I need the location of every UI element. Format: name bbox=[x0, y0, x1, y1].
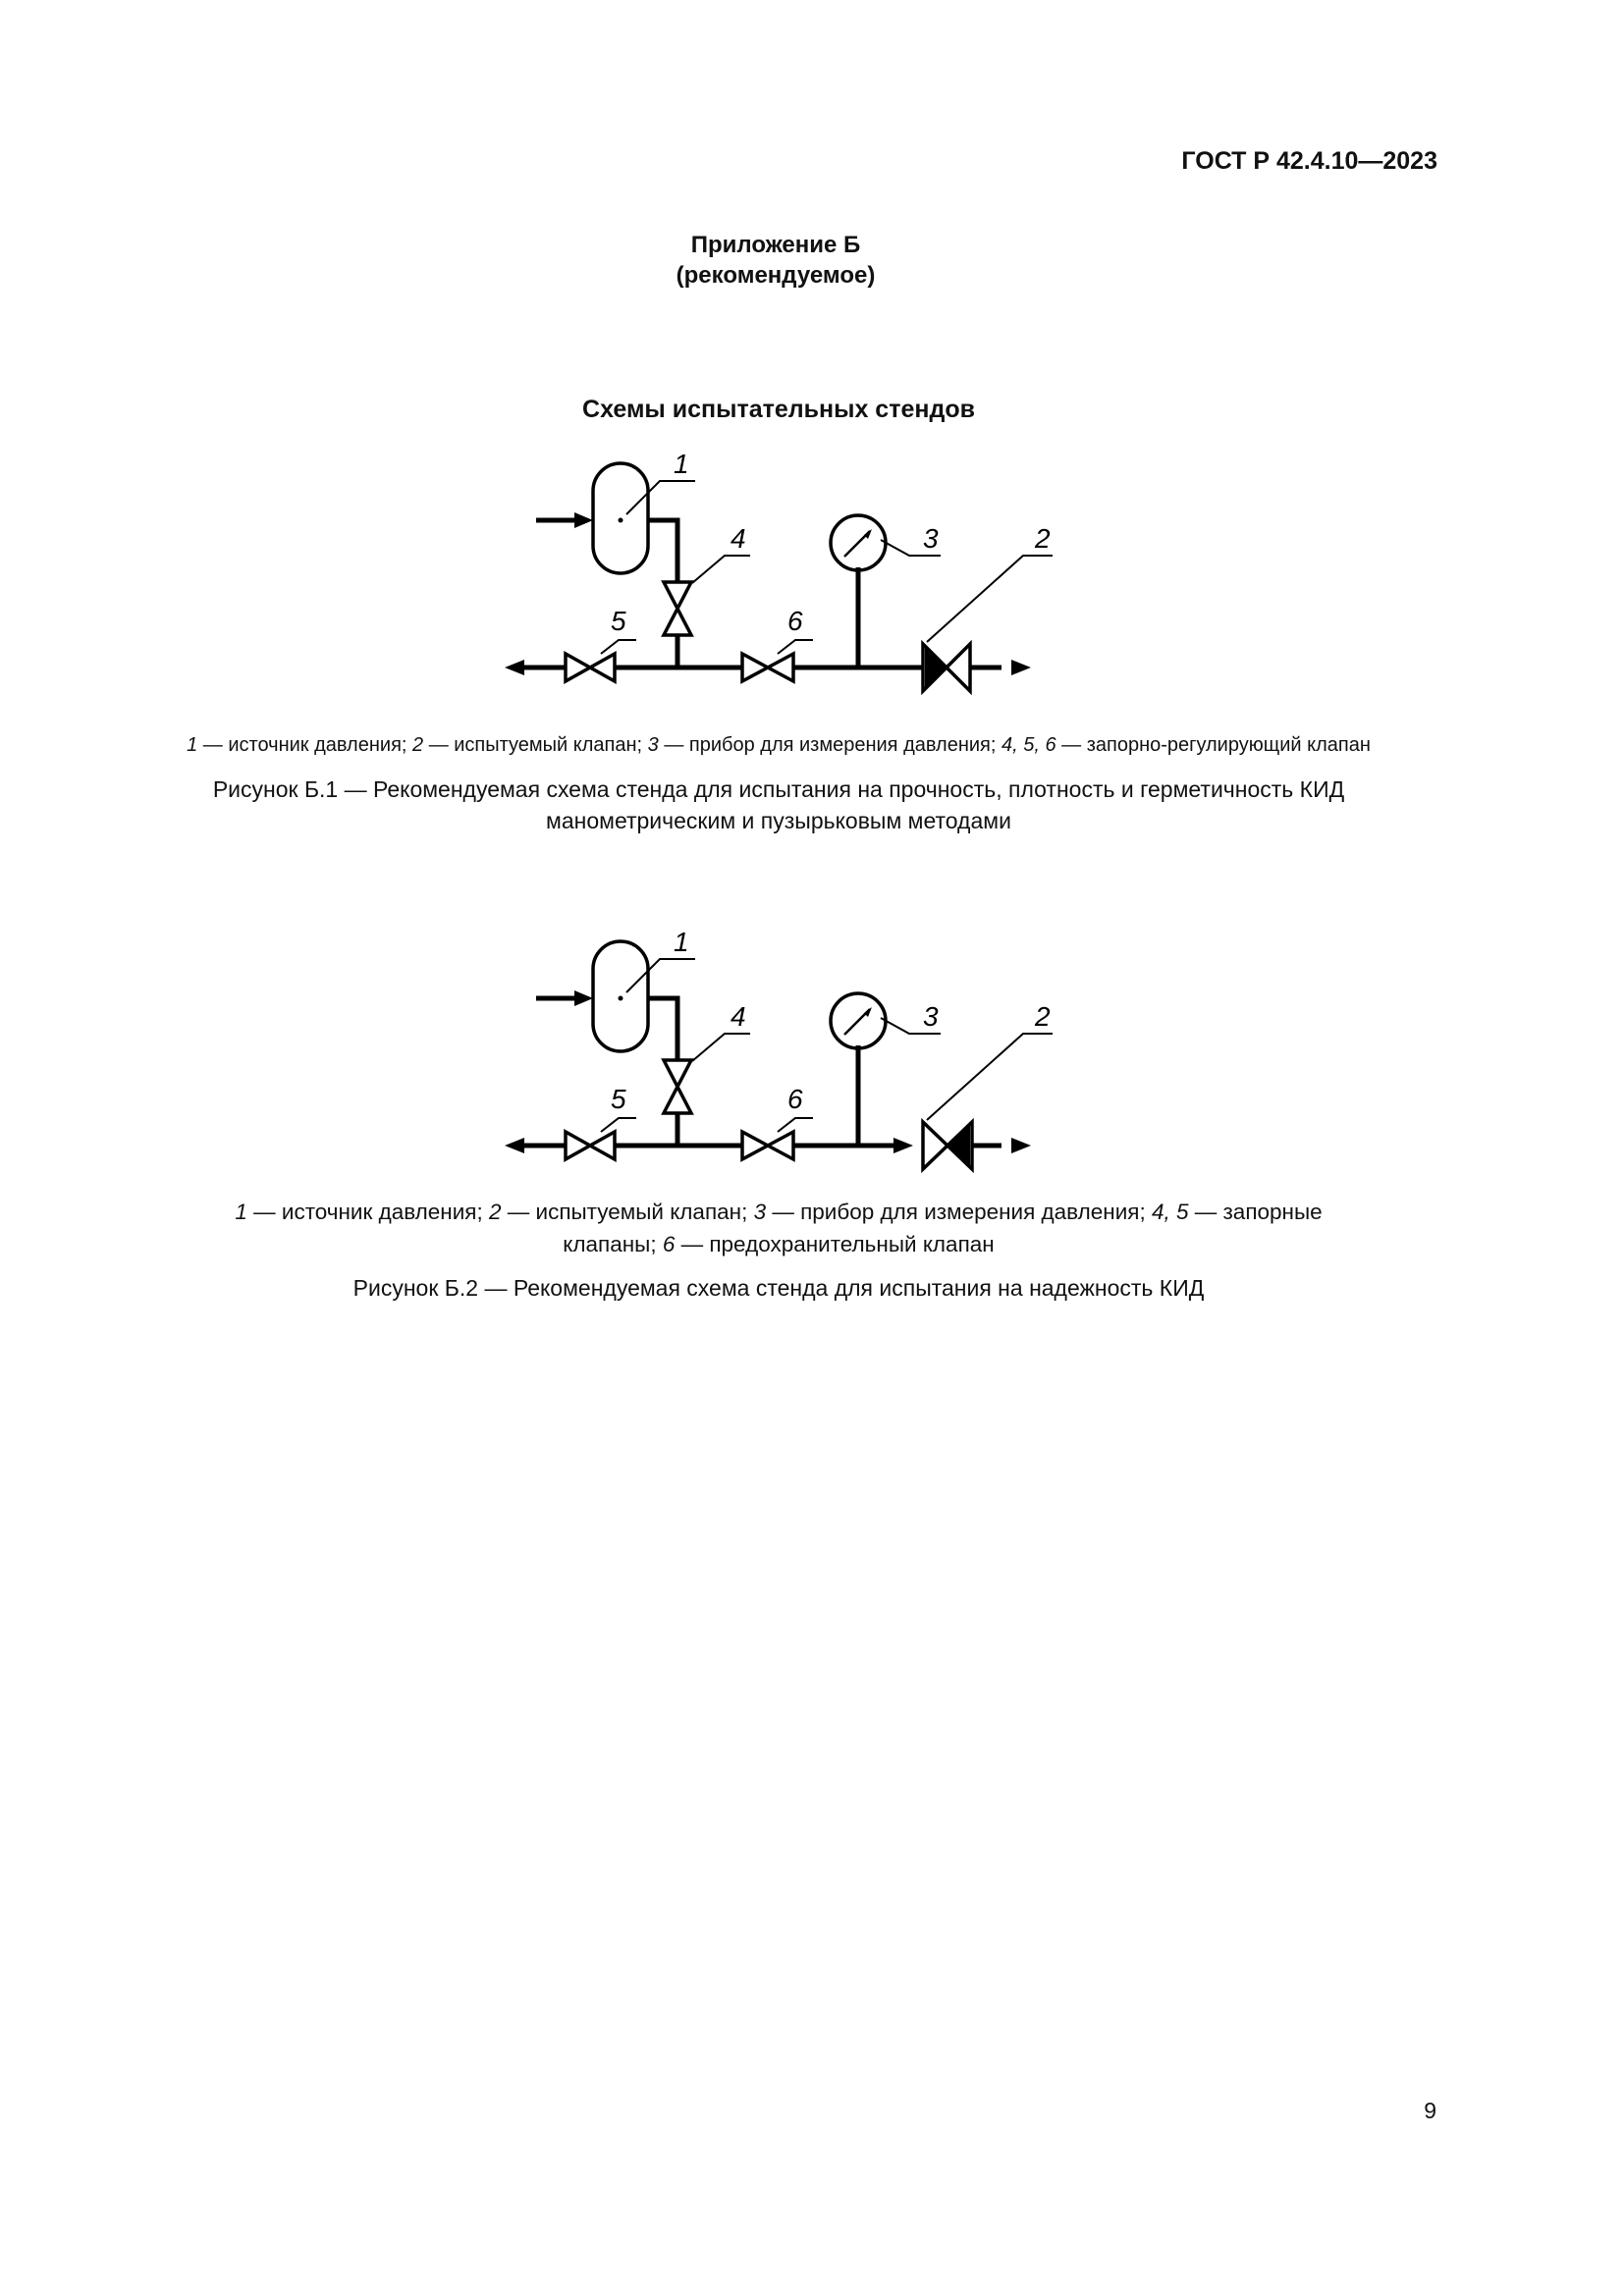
annex-status: (рекомендуемое) bbox=[676, 262, 876, 289]
valve-6 bbox=[742, 654, 793, 681]
label-6: 6 bbox=[787, 1084, 803, 1114]
label-4: 4 bbox=[731, 1001, 746, 1032]
section-heading: Схемы испытательных стендов bbox=[582, 396, 975, 423]
label-3: 3 bbox=[923, 1001, 939, 1032]
valve-4 bbox=[664, 582, 691, 635]
figure-1-legend: 1 — источник давления; 2 — испытуемый клапан; 3 — прибор для измерения давления; 4, 5, 6 — запорно-регулирующий клапан bbox=[187, 734, 1371, 756]
valve-5 bbox=[566, 1132, 615, 1159]
figure-1-diagram bbox=[0, 432, 1624, 726]
page-number: 9 bbox=[1424, 2098, 1436, 2123]
label-2: 2 bbox=[1035, 1001, 1051, 1032]
valve-5 bbox=[566, 654, 615, 681]
label-1: 1 bbox=[674, 927, 689, 957]
label-5: 5 bbox=[611, 606, 626, 636]
figure-2-legend-line-1: 1 — источник давления; 2 — испытуемый клапан; 3 — прибор для измерения давления; 4, 5 — запорные bbox=[235, 1200, 1323, 1224]
label-3: 3 bbox=[923, 523, 939, 554]
label-4: 4 bbox=[731, 523, 746, 554]
figure-1-caption-line-2: манометрическим и пузырьковым методами bbox=[546, 808, 1011, 833]
label-1: 1 bbox=[674, 449, 689, 479]
valve-4 bbox=[664, 1060, 691, 1113]
label-6: 6 bbox=[787, 606, 803, 636]
label-5: 5 bbox=[611, 1084, 626, 1114]
figure-2-legend-line-2: клапаны; 6 — предохранительный клапан bbox=[563, 1232, 995, 1256]
figure-2-diagram bbox=[0, 910, 1624, 1204]
figure-2-caption: Рисунок Б.2 — Рекомендуемая схема стенда для испытания на надежность КИД bbox=[352, 1275, 1205, 1301]
label-2: 2 bbox=[1035, 523, 1051, 554]
valve-6 bbox=[742, 1132, 793, 1159]
figure-1-caption-line-1: Рисунок Б.1 — Рекомендуемая схема стенда для испытания на прочность, плотность и герметичность КИД bbox=[212, 776, 1345, 802]
annex-title: Приложение Б bbox=[690, 232, 861, 258]
document-designation: ГОСТ Р 42.4.10—2023 bbox=[1181, 147, 1437, 175]
